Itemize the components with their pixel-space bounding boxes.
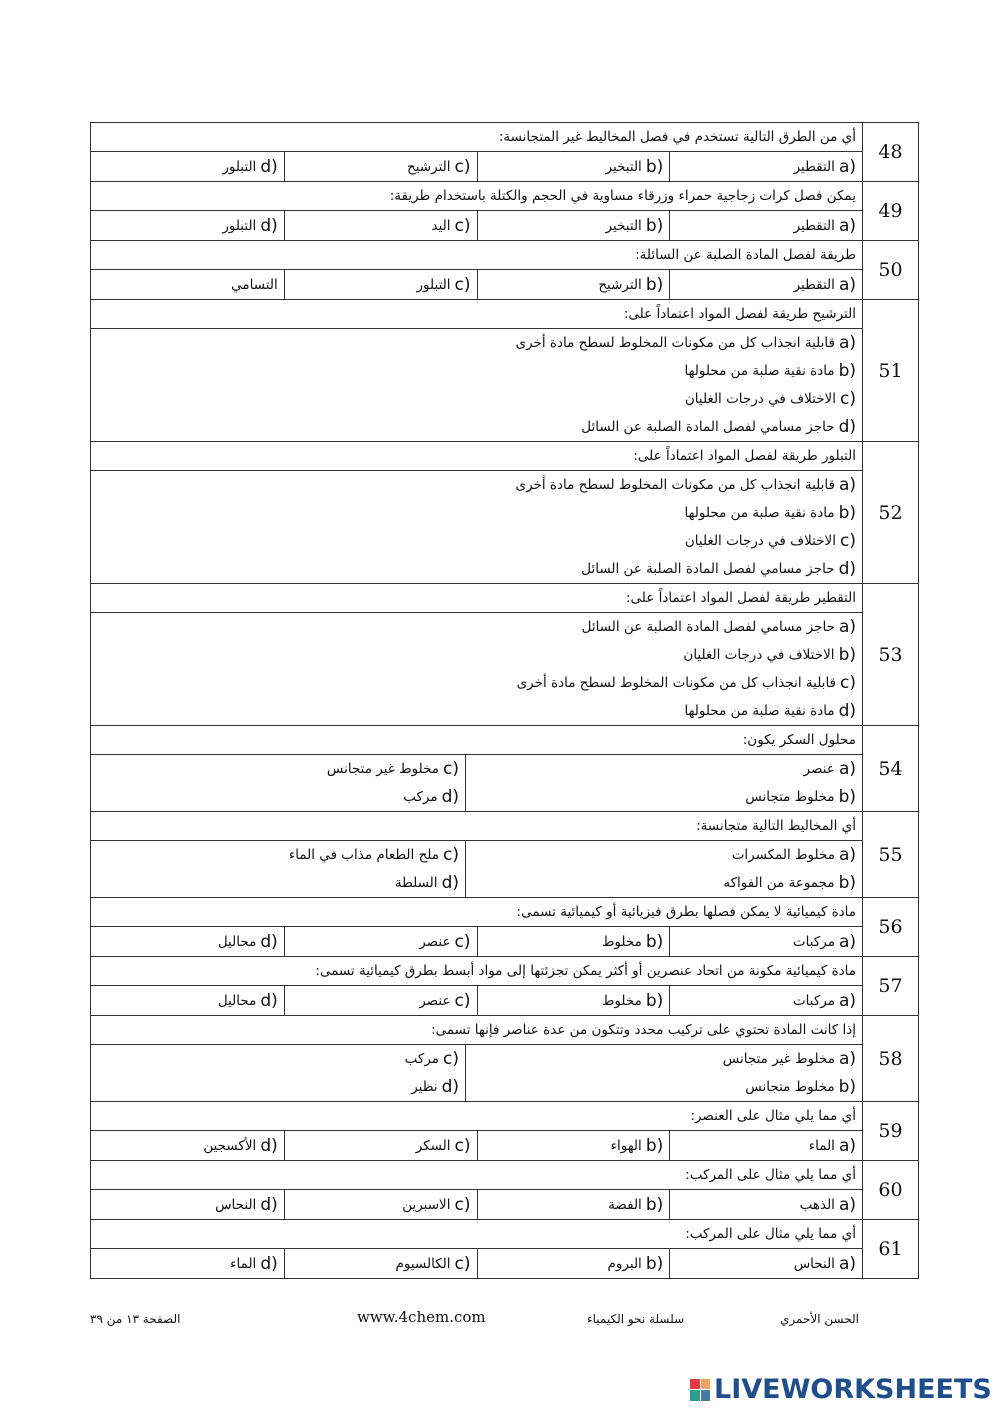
option[interactable] bbox=[284, 1131, 477, 1160]
options-grid bbox=[91, 841, 862, 897]
option-text: التبلور bbox=[222, 217, 257, 234]
option[interactable] bbox=[284, 152, 477, 181]
option-text: مركبات bbox=[792, 933, 835, 950]
option-letter: d) bbox=[441, 787, 459, 807]
option[interactable] bbox=[284, 270, 477, 299]
option-letter: b) bbox=[645, 1194, 664, 1215]
option-text: التقطير bbox=[793, 217, 835, 234]
footer-series: سلسلة نحو الكيمياء bbox=[587, 1312, 685, 1326]
option-text: محاليل bbox=[217, 933, 257, 950]
option-text: الماء bbox=[230, 1255, 257, 1272]
option-letter: b) bbox=[838, 503, 856, 523]
option[interactable] bbox=[91, 1249, 284, 1278]
option-letter: c) bbox=[443, 1049, 459, 1069]
question-number: 61 bbox=[862, 1220, 918, 1278]
options-grid bbox=[91, 755, 862, 811]
question-body bbox=[91, 123, 862, 181]
option-letter: c) bbox=[454, 1194, 471, 1215]
options-list bbox=[91, 613, 862, 725]
option-text: الاختلاف في درجات الغليان bbox=[684, 391, 837, 407]
option-text: الاختلاف في درجات الغليان bbox=[684, 533, 837, 549]
option-letter: d) bbox=[260, 1194, 278, 1215]
question-body bbox=[91, 300, 862, 441]
option-letter: d) bbox=[260, 1135, 278, 1156]
question-stem: التبلور طريقة لفصل المواد اعتماداً على: bbox=[91, 442, 862, 471]
option-text: مجموعة من الفواكه bbox=[723, 875, 835, 891]
option-text: مخلوط غير متجانس bbox=[326, 761, 440, 777]
option[interactable] bbox=[91, 152, 284, 181]
question-row bbox=[91, 812, 918, 898]
option[interactable] bbox=[91, 755, 465, 783]
option[interactable] bbox=[91, 986, 284, 1015]
option-text: مخلوط bbox=[601, 992, 642, 1009]
question-row bbox=[91, 726, 918, 812]
question-number: 53 bbox=[862, 584, 918, 725]
option-letter: b) bbox=[645, 274, 664, 295]
option-letter: a) bbox=[838, 759, 856, 779]
question-row bbox=[91, 1016, 918, 1102]
logo-square bbox=[690, 1390, 700, 1401]
question-body bbox=[91, 182, 862, 240]
option[interactable] bbox=[91, 527, 862, 555]
option[interactable] bbox=[91, 1131, 284, 1160]
option[interactable] bbox=[91, 270, 284, 299]
question-body bbox=[91, 898, 862, 956]
option[interactable] bbox=[91, 697, 862, 725]
option-text: مخلوط متجانس bbox=[745, 1079, 835, 1095]
option[interactable] bbox=[91, 869, 465, 897]
option-letter: b) bbox=[645, 990, 664, 1011]
options-column bbox=[465, 755, 862, 811]
question-stem: إذا كانت المادة تحتوي على تركيب محدد وتتكون من عدة عناصر فإنها تسمى: bbox=[91, 1016, 862, 1045]
option[interactable] bbox=[466, 1073, 862, 1101]
option-text: قابلية انجذاب كل من مكونات المخلوط لسطح مادة أخرى bbox=[515, 335, 835, 351]
option-text: الهواء bbox=[610, 1137, 642, 1154]
option-text: عنصر bbox=[419, 933, 451, 950]
option-letter: b) bbox=[645, 156, 664, 177]
question-body bbox=[91, 957, 862, 1015]
options-column bbox=[91, 841, 465, 897]
option-text: ملح الطعام مذاب في الماء bbox=[288, 847, 440, 863]
option[interactable] bbox=[669, 152, 862, 181]
question-number: 57 bbox=[862, 957, 918, 1015]
option[interactable] bbox=[477, 1131, 670, 1160]
option[interactable] bbox=[91, 927, 284, 956]
option-text: حاجز مسامي لفصل المادة الصلبة عن السائل bbox=[581, 419, 835, 435]
question-body bbox=[91, 241, 862, 299]
liveworksheets-logo[interactable] bbox=[690, 1374, 992, 1405]
option-letter: c) bbox=[454, 215, 471, 236]
logo-text: LIVEWORKSHEETS bbox=[714, 1374, 992, 1405]
option[interactable] bbox=[91, 357, 862, 385]
option[interactable] bbox=[477, 1190, 670, 1219]
option-letter: c) bbox=[443, 759, 459, 779]
option[interactable] bbox=[91, 329, 862, 357]
option-letter: d) bbox=[441, 873, 459, 893]
option-letter: b) bbox=[838, 1077, 856, 1097]
footer-author: الحسن الأحمري bbox=[780, 1312, 859, 1326]
option[interactable] bbox=[669, 986, 862, 1015]
option[interactable] bbox=[477, 986, 670, 1015]
options-row bbox=[91, 270, 862, 299]
option-letter: c) bbox=[454, 156, 471, 177]
logo-square bbox=[701, 1379, 711, 1390]
question-body bbox=[91, 584, 862, 725]
option-letter: c) bbox=[454, 274, 471, 295]
option-text: مخلوط متجانس bbox=[745, 789, 835, 805]
option[interactable] bbox=[91, 413, 862, 441]
question-stem: طريقة لفصل المادة الصلبة عن السائلة: bbox=[91, 241, 862, 270]
option-letter: a) bbox=[838, 215, 856, 236]
question-row bbox=[91, 123, 918, 182]
question-stem: أي مما يلي مثال على المركب: bbox=[91, 1220, 862, 1249]
option-letter: c) bbox=[454, 990, 471, 1011]
option-letter: b) bbox=[838, 361, 856, 381]
question-number: 49 bbox=[862, 182, 918, 240]
option[interactable] bbox=[91, 841, 465, 869]
option-text: التقطير bbox=[793, 276, 835, 293]
options-row bbox=[91, 152, 862, 181]
question-stem: الترشيح طريقة لفصل المواد اعتماداً على: bbox=[91, 300, 862, 329]
option-text: الأكسجين bbox=[203, 1137, 257, 1154]
option-letter: d) bbox=[260, 931, 278, 952]
footer-page-number: الصفحة ١٣ من ٣٩ bbox=[90, 1312, 181, 1326]
option[interactable] bbox=[466, 755, 862, 783]
question-stem: مادة كيميائية مكونة من اتحاد عنصرين أو أكثر يمكن تجزئتها إلى مواد أبسط بطرق كيميائية تسمى: bbox=[91, 957, 862, 986]
option-text: عنصر bbox=[803, 761, 835, 777]
option-letter: c) bbox=[840, 531, 856, 551]
option-letter: c) bbox=[840, 673, 856, 693]
option[interactable] bbox=[477, 927, 670, 956]
option-text: حاجز مسامي لفصل المادة الصلبة عن السائل bbox=[581, 619, 835, 635]
option-letter: a) bbox=[838, 1253, 856, 1274]
options-grid bbox=[91, 1045, 862, 1101]
option[interactable] bbox=[669, 1249, 862, 1278]
logo-grid-icon bbox=[690, 1379, 710, 1401]
option-text: عنصر bbox=[419, 992, 451, 1009]
question-body bbox=[91, 1161, 862, 1219]
question-stem: يمكن فصل كرات زجاجية حمراء وزرقاء مساوية في الحجم والكتلة باستخدام طريقة: bbox=[91, 182, 862, 211]
option[interactable] bbox=[466, 841, 862, 869]
options-column bbox=[465, 1045, 862, 1101]
option-text: مادة نقية صلبة من محلولها bbox=[684, 703, 835, 719]
question-stem: مادة كيميائية لا يمكن فصلها بطرق فيزيائية أو كيميائية تسمى: bbox=[91, 898, 862, 927]
option[interactable] bbox=[91, 385, 862, 413]
question-stem: أي من الطرق التالية تستخدم في فصل المخاليط غير المتجانسة: bbox=[91, 123, 862, 152]
option-text: حاجز مسامي لفصل المادة الصلبة عن السائل bbox=[581, 561, 835, 577]
option-text: مخلوط المكسرات bbox=[731, 847, 835, 863]
question-number: 51 bbox=[862, 300, 918, 441]
option-letter: a) bbox=[838, 1135, 856, 1156]
option[interactable] bbox=[91, 211, 284, 240]
question-body bbox=[91, 442, 862, 583]
options-row bbox=[91, 1190, 862, 1219]
option-text: التبخير bbox=[605, 217, 642, 234]
options-column bbox=[91, 755, 465, 811]
option[interactable] bbox=[284, 927, 477, 956]
option-letter: a) bbox=[838, 990, 856, 1011]
option-letter: a) bbox=[838, 274, 856, 295]
question-row bbox=[91, 898, 918, 957]
option-letter: b) bbox=[645, 931, 664, 952]
option-text: الذهب bbox=[799, 1196, 835, 1213]
option-text: النحاس bbox=[793, 1255, 835, 1272]
option-text: السلطة bbox=[394, 875, 438, 891]
option[interactable] bbox=[91, 1045, 465, 1073]
option-text: مادة نقية صلبة من محلولها bbox=[684, 505, 835, 521]
option-letter: a) bbox=[838, 156, 856, 177]
question-row bbox=[91, 957, 918, 1016]
option-text: التقطير bbox=[793, 158, 835, 175]
option[interactable] bbox=[477, 152, 670, 181]
question-number: 59 bbox=[862, 1102, 918, 1160]
options-row bbox=[91, 211, 862, 240]
option[interactable] bbox=[91, 555, 862, 583]
question-body bbox=[91, 1102, 862, 1160]
option[interactable] bbox=[477, 211, 670, 240]
option-text: النحاس bbox=[215, 1196, 257, 1213]
question-number: 52 bbox=[862, 442, 918, 583]
option-text: مركب bbox=[404, 1051, 440, 1067]
option-letter: d) bbox=[441, 1077, 459, 1097]
options-list bbox=[91, 329, 862, 441]
question-number: 60 bbox=[862, 1161, 918, 1219]
option-letter: a) bbox=[838, 475, 856, 495]
option-letter: c) bbox=[454, 1253, 471, 1274]
question-row bbox=[91, 1161, 918, 1220]
footer-website[interactable]: www.4chem.com bbox=[357, 1308, 486, 1326]
option[interactable] bbox=[284, 211, 477, 240]
option[interactable] bbox=[669, 927, 862, 956]
question-stem: أي المخاليط التالية متجانسة: bbox=[91, 812, 862, 841]
question-row bbox=[91, 442, 918, 584]
question-number: 55 bbox=[862, 812, 918, 897]
question-row bbox=[91, 241, 918, 300]
question-number: 50 bbox=[862, 241, 918, 299]
option-text: الاختلاف في درجات الغليان bbox=[683, 647, 835, 663]
option[interactable] bbox=[91, 641, 862, 669]
option-letter: a) bbox=[838, 845, 856, 865]
question-number: 56 bbox=[862, 898, 918, 956]
option-letter: d) bbox=[838, 559, 856, 579]
option-text: البروم bbox=[607, 1255, 642, 1272]
option-text: التبلور bbox=[222, 158, 257, 175]
option[interactable] bbox=[284, 1249, 477, 1278]
option-text: الماء bbox=[808, 1137, 835, 1154]
option[interactable] bbox=[669, 211, 862, 240]
options-row bbox=[91, 1131, 862, 1160]
question-stem: التقطير طريقة لفصل المواد اعتماداً على: bbox=[91, 584, 862, 613]
question-number: 58 bbox=[862, 1016, 918, 1101]
question-stem: محلول السكر يكون: bbox=[91, 726, 862, 755]
option-text: مركب bbox=[403, 789, 438, 805]
option-text: التبلور bbox=[416, 276, 451, 293]
options-list bbox=[91, 471, 862, 583]
options-column bbox=[91, 1045, 465, 1101]
option-text: مادة نقية صلبة من محلولها bbox=[684, 363, 835, 379]
option-text: الترشيح bbox=[407, 158, 451, 175]
option-letter: d) bbox=[260, 990, 278, 1011]
option[interactable] bbox=[91, 1073, 465, 1101]
logo-square bbox=[690, 1379, 700, 1390]
options-row bbox=[91, 1249, 862, 1278]
option[interactable] bbox=[477, 1249, 670, 1278]
option-text: التبخير bbox=[605, 158, 642, 175]
option[interactable] bbox=[284, 986, 477, 1015]
option-letter: d) bbox=[838, 701, 856, 721]
question-row bbox=[91, 1102, 918, 1161]
question-body bbox=[91, 1016, 862, 1101]
option-letter: a) bbox=[838, 931, 856, 952]
option[interactable] bbox=[669, 270, 862, 299]
option-letter: d) bbox=[260, 215, 278, 236]
option[interactable] bbox=[91, 471, 862, 499]
option-letter: b) bbox=[645, 1135, 664, 1156]
option-text: محاليل bbox=[217, 992, 257, 1009]
option-text: التسامي bbox=[231, 276, 278, 293]
question-row bbox=[91, 182, 918, 241]
question-stem: أي مما يلي مثال على المركب: bbox=[91, 1161, 862, 1190]
option-letter: a) bbox=[838, 333, 856, 353]
option[interactable] bbox=[466, 783, 862, 811]
option-letter: c) bbox=[443, 845, 459, 865]
option-text: الفضة bbox=[608, 1196, 642, 1213]
option[interactable] bbox=[477, 270, 670, 299]
option-letter: a) bbox=[838, 1194, 856, 1215]
option-letter: b) bbox=[645, 1253, 664, 1274]
option[interactable] bbox=[669, 1131, 862, 1160]
options-row bbox=[91, 986, 862, 1015]
option-letter: d) bbox=[260, 156, 278, 177]
option-text: مخلوط bbox=[601, 933, 642, 950]
option-text: قابلية انجذاب كل من مكونات المخلوط لسطح مادة أخرى bbox=[515, 477, 835, 493]
option[interactable] bbox=[91, 499, 862, 527]
option[interactable] bbox=[466, 1045, 862, 1073]
option-letter: c) bbox=[840, 389, 856, 409]
question-stem: أي مما يلي مثال على العنصر: bbox=[91, 1102, 862, 1131]
option-text: الكالسيوم bbox=[395, 1255, 451, 1272]
option-letter: a) bbox=[838, 617, 856, 637]
option-letter: a) bbox=[838, 1049, 856, 1069]
options-row bbox=[91, 927, 862, 956]
question-body bbox=[91, 812, 862, 897]
option[interactable] bbox=[91, 783, 465, 811]
option[interactable] bbox=[466, 869, 862, 897]
option-letter: d) bbox=[260, 1253, 278, 1274]
option-text: السكر bbox=[415, 1137, 451, 1154]
option-letter: b) bbox=[838, 787, 856, 807]
option-text: مركبات bbox=[792, 992, 835, 1009]
question-row bbox=[91, 300, 918, 442]
option-text: الترشيح bbox=[598, 276, 642, 293]
question-number: 48 bbox=[862, 123, 918, 181]
option-text: نظير bbox=[411, 1079, 438, 1095]
option-letter: c) bbox=[454, 1135, 471, 1156]
question-number: 54 bbox=[862, 726, 918, 811]
option[interactable] bbox=[91, 613, 862, 641]
option-letter: b) bbox=[838, 873, 856, 893]
option-letter: d) bbox=[838, 417, 856, 437]
question-body bbox=[91, 1220, 862, 1278]
questions-table bbox=[90, 122, 919, 1279]
options-column bbox=[465, 841, 862, 897]
option[interactable] bbox=[669, 1190, 862, 1219]
option-text: اليد bbox=[431, 217, 451, 234]
option[interactable] bbox=[91, 1190, 284, 1219]
option[interactable] bbox=[284, 1190, 477, 1219]
question-row bbox=[91, 584, 918, 726]
question-row bbox=[91, 1220, 918, 1278]
option-letter: c) bbox=[454, 931, 471, 952]
option-text: مخلوط غير متجانس bbox=[722, 1051, 835, 1067]
option-letter: b) bbox=[645, 215, 664, 236]
logo-square bbox=[701, 1390, 711, 1401]
option-letter: b) bbox=[838, 645, 856, 665]
option[interactable] bbox=[91, 669, 862, 697]
option-text: الاسبرين bbox=[402, 1196, 451, 1213]
question-body bbox=[91, 726, 862, 811]
option-text: قابلية انجذاب كل من مكونات المخلوط لسطح مادة أخرى bbox=[516, 675, 837, 691]
